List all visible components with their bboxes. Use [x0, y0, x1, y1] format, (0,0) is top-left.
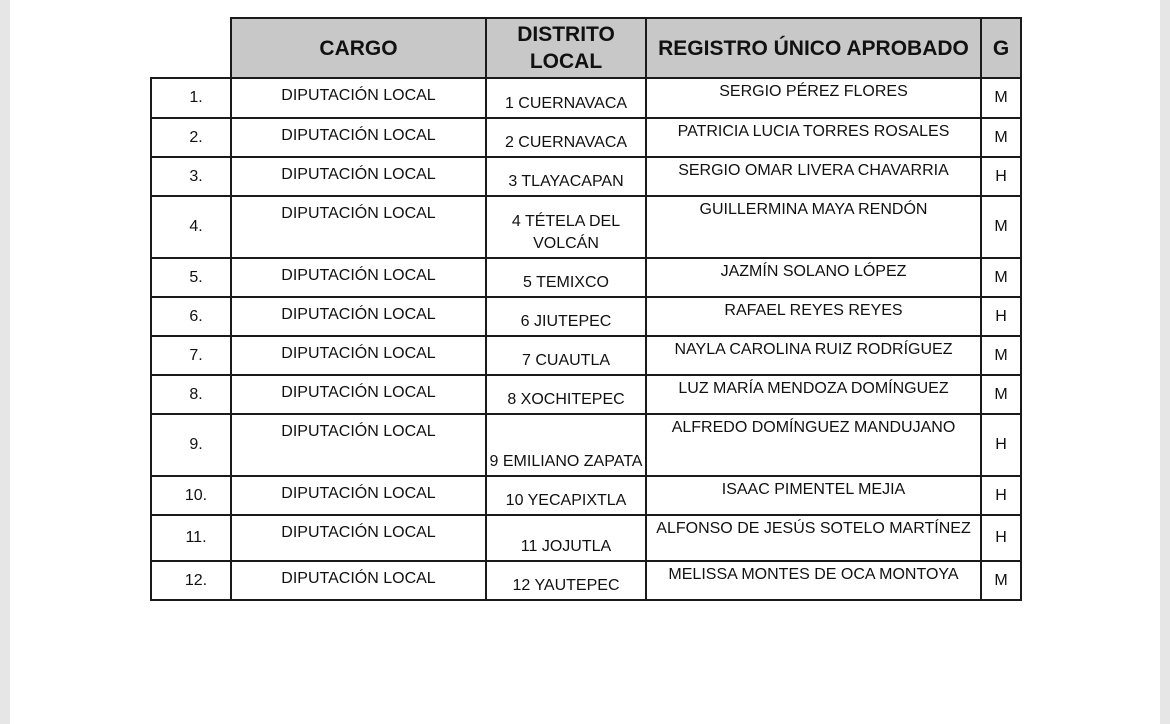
header-row — [151, 18, 1021, 78]
cargo-cell: DIPUTACIÓN LOCAL — [231, 196, 486, 258]
distrito-cell: 1 CUERNAVACA — [486, 78, 646, 118]
table-row — [151, 414, 1021, 476]
nombre-cell: NAYLA CAROLINA RUIZ RODRÍGUEZ — [646, 336, 981, 375]
cargo-cell: DIPUTACIÓN LOCAL — [231, 476, 486, 515]
cargo-cell: DIPUTACIÓN LOCAL — [231, 78, 486, 118]
distrito-cell: 2 CUERNAVACA — [486, 118, 646, 157]
cargo-cell: DIPUTACIÓN LOCAL — [231, 118, 486, 157]
gender-cell: M — [981, 375, 1021, 414]
cargo-cell: DIPUTACIÓN LOCAL — [231, 561, 486, 600]
row-number: 12. — [151, 561, 231, 600]
distrito-cell: 8 XOCHITEPEC — [486, 375, 646, 414]
nombre-cell: ALFREDO DOMÍNGUEZ MANDUJANO — [646, 414, 981, 476]
gender-cell: M — [981, 118, 1021, 157]
distrito-cell: 3 TLAYACAPAN — [486, 157, 646, 196]
nombre-cell: LUZ MARÍA MENDOZA DOMÍNGUEZ — [646, 375, 981, 414]
cargo-cell: DIPUTACIÓN LOCAL — [231, 258, 486, 297]
nombre-cell: SERGIO OMAR LIVERA CHAVARRIA — [646, 157, 981, 196]
cargo-cell: DIPUTACIÓN LOCAL — [231, 157, 486, 196]
nombre-cell: RAFAEL REYES REYES — [646, 297, 981, 336]
distrito-cell: 6 JIUTEPEC — [486, 297, 646, 336]
gender-cell: M — [981, 336, 1021, 375]
cargo-cell: DIPUTACIÓN LOCAL — [231, 297, 486, 336]
row-number: 3. — [151, 157, 231, 196]
table-row — [151, 375, 1021, 414]
distrito-cell: 9 EMILIANO ZAPATA — [486, 414, 646, 476]
row-number: 10. — [151, 476, 231, 515]
row-number: 1. — [151, 78, 231, 118]
row-number: 5. — [151, 258, 231, 297]
document-page — [10, 0, 1160, 724]
row-number: 11. — [151, 515, 231, 561]
cargo-cell: DIPUTACIÓN LOCAL — [231, 375, 486, 414]
table-row — [151, 258, 1021, 297]
nombre-cell: JAZMÍN SOLANO LÓPEZ — [646, 258, 981, 297]
table-row — [151, 476, 1021, 515]
table-row — [151, 336, 1021, 375]
nombre-cell: PATRICIA LUCIA TORRES ROSALES — [646, 118, 981, 157]
gender-cell: M — [981, 561, 1021, 600]
candidates-table — [150, 17, 1022, 601]
header-blank-cell — [151, 18, 231, 78]
nombre-cell: ALFONSO DE JESÚS SOTELO MARTÍNEZ — [646, 515, 981, 561]
distrito-cell: 10 YECAPIXTLA — [486, 476, 646, 515]
gender-cell: H — [981, 157, 1021, 196]
table-row — [151, 561, 1021, 600]
header-registro: REGISTRO ÚNICO APROBADO — [646, 18, 981, 78]
table-row — [151, 157, 1021, 196]
distrito-cell: 7 CUAUTLA — [486, 336, 646, 375]
header-cargo: CARGO — [231, 18, 486, 78]
gender-cell: H — [981, 515, 1021, 561]
distrito-cell: 11 JOJUTLA — [486, 515, 646, 561]
header-g: G — [981, 18, 1021, 78]
nombre-cell: SERGIO PÉREZ FLORES — [646, 78, 981, 118]
table-row — [151, 515, 1021, 561]
table-row — [151, 78, 1021, 118]
gender-cell: H — [981, 297, 1021, 336]
gender-cell: H — [981, 476, 1021, 515]
gender-cell: M — [981, 258, 1021, 297]
cargo-cell: DIPUTACIÓN LOCAL — [231, 414, 486, 476]
cargo-cell: DIPUTACIÓN LOCAL — [231, 515, 486, 561]
row-number: 8. — [151, 375, 231, 414]
distrito-cell: 12 YAUTEPEC — [486, 561, 646, 600]
header-distrito: DISTRITO LOCAL — [486, 18, 646, 78]
distrito-cell: 4 TÉTELA DEL VOLCÁN — [486, 196, 646, 258]
nombre-cell: MELISSA MONTES DE OCA MONTOYA — [646, 561, 981, 600]
nombre-cell: ISAAC PIMENTEL MEJIA — [646, 476, 981, 515]
row-number: 6. — [151, 297, 231, 336]
table-row — [151, 196, 1021, 258]
gender-cell: M — [981, 196, 1021, 258]
gender-cell: M — [981, 78, 1021, 118]
nombre-cell: GUILLERMINA MAYA RENDÓN — [646, 196, 981, 258]
row-number: 4. — [151, 196, 231, 258]
cargo-cell: DIPUTACIÓN LOCAL — [231, 336, 486, 375]
distrito-cell: 5 TEMIXCO — [486, 258, 646, 297]
row-number: 9. — [151, 414, 231, 476]
gender-cell: H — [981, 414, 1021, 476]
row-number: 7. — [151, 336, 231, 375]
table-row — [151, 297, 1021, 336]
row-number: 2. — [151, 118, 231, 157]
table-row — [151, 118, 1021, 157]
